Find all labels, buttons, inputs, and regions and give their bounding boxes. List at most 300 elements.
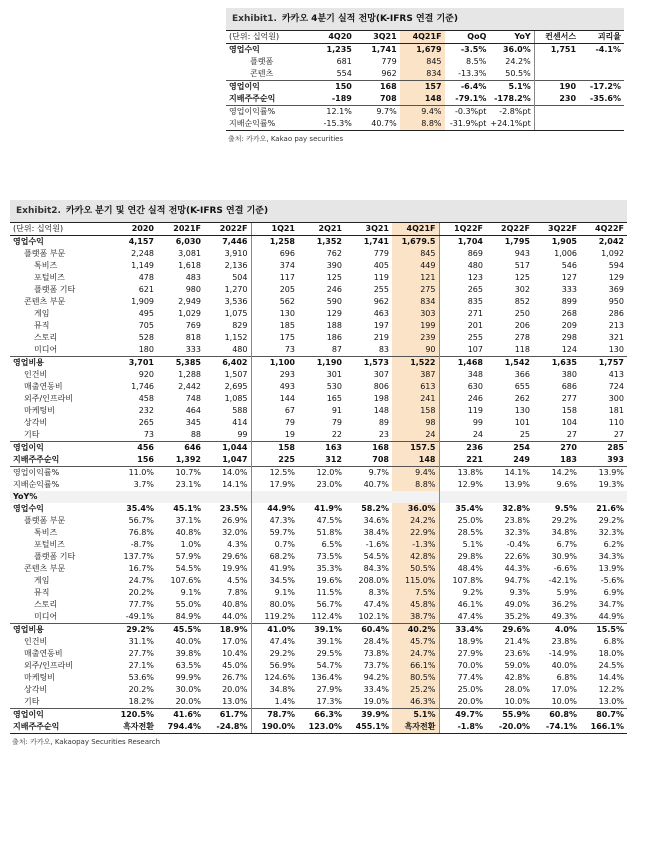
exhibit2-cell: 705	[138, 321, 154, 330]
exhibit2-cell: 4.3%	[227, 540, 248, 549]
exhibit2-cell: 34.8%	[251, 684, 298, 696]
exhibit2-cell: 18.2%	[128, 697, 154, 706]
exhibit2-cell: 20.0%	[222, 685, 248, 694]
exhibit2-cell: 17.0%	[222, 637, 248, 646]
exhibit2-cell: 3.7%	[133, 480, 154, 489]
exhibit2-row-label: 외주/인프라비	[24, 394, 74, 403]
exhibit2-cell: 29.2%	[598, 516, 624, 525]
exhibit2-table-row	[10, 575, 627, 587]
exhibit1-cell: 1,751	[534, 44, 579, 57]
exhibit2-table-row	[10, 672, 627, 684]
exhibit2-cell: 136.4%	[311, 673, 342, 682]
exhibit2-source: 출처: 카카오, Kakaopay Securities Research	[12, 738, 161, 746]
exhibit2-cell: 49.7%	[439, 709, 486, 722]
exhibit2-cell: 166.1%	[580, 721, 627, 734]
exhibit2-row-label: 지배주주순익	[13, 455, 60, 464]
exhibit2-cell: 76.8%	[128, 528, 154, 537]
exhibit2-row-label: 미디어	[34, 345, 58, 354]
exhibit2-cell: 456	[110, 442, 157, 455]
exhibit1-cell: 962	[381, 69, 397, 78]
exhibit2-cell	[439, 491, 486, 503]
exhibit2-cell: 4.0%	[533, 624, 580, 637]
exhibit2-row-label: 콘텐츠 부문	[24, 297, 66, 306]
exhibit2-table-row	[10, 503, 627, 515]
exhibit2-cell: 303	[392, 308, 439, 320]
exhibit2-cell: 458	[138, 394, 154, 403]
exhibit2-cell: 60.8%	[533, 709, 580, 722]
exhibit2-row-label: 상각비	[24, 418, 48, 427]
exhibit2-cell: 80.7%	[580, 709, 627, 722]
exhibit2-table-row	[10, 491, 627, 503]
exhibit2-cell: 241	[392, 393, 439, 405]
exhibit1	[226, 8, 624, 147]
exhibit2-table-row	[10, 648, 627, 660]
exhibit2-cell: 121	[392, 272, 439, 284]
exhibit2-row-label: 미디어	[34, 612, 58, 621]
exhibit2-cell: 25.0%	[439, 684, 486, 696]
exhibit2-table-row	[10, 696, 627, 709]
exhibit1-cell: 9.4%	[400, 106, 445, 119]
exhibit2-row-label: 영업비용	[10, 357, 110, 370]
exhibit2-cell: 1,795	[504, 237, 530, 246]
exhibit2-table-row	[10, 381, 627, 393]
exhibit2-cell: 943	[514, 249, 530, 258]
exhibit2-row-label: 외주/인프라비	[24, 661, 74, 670]
exhibit2-cell: 794.4%	[157, 721, 204, 734]
exhibit2-column-header: 1Q22F	[439, 223, 486, 236]
exhibit2-cell: 90	[392, 344, 439, 357]
exhibit2-cell: 144	[251, 393, 298, 405]
exhibit2-label: Exhibit2.	[16, 206, 61, 216]
exhibit2-cell: 78.7%	[251, 709, 298, 722]
exhibit2-row-label: 영업비용	[10, 624, 110, 637]
exhibit2-cell: 7.5%	[392, 587, 439, 599]
exhibit2-table-row	[10, 684, 627, 696]
exhibit2-table-row	[10, 308, 627, 320]
exhibit2-cell	[345, 491, 392, 503]
exhibit2-cell: 124	[561, 345, 577, 354]
exhibit2-cell: 277	[561, 394, 577, 403]
exhibit2-cell: 236	[439, 442, 486, 455]
exhibit1-cell: -13.3%	[458, 69, 487, 78]
exhibit2-row-label: 매출연동비	[24, 649, 63, 658]
exhibit2-cell: 246	[439, 393, 486, 405]
exhibit2-cell: 30.9%	[551, 552, 577, 561]
exhibit2-table-row	[10, 284, 627, 296]
exhibit2-cell: 24.2%	[392, 515, 439, 527]
exhibit2-cell: 41.6%	[157, 709, 204, 722]
exhibit2-cell: 9.7%	[345, 467, 392, 480]
exhibit2-cell: 27	[613, 430, 624, 439]
exhibit2-cell: 206	[514, 321, 530, 330]
exhibit2-cell: 73.7%	[363, 661, 389, 670]
exhibit1-title-bar	[226, 8, 624, 30]
exhibit2-cell: 10.4%	[222, 649, 248, 658]
exhibit2-cell: 6.8%	[556, 673, 577, 682]
exhibit2-cell: 24.5%	[598, 661, 624, 670]
exhibit2-cell: 20.2%	[128, 685, 154, 694]
exhibit2-cell: 6.8%	[603, 637, 624, 646]
exhibit2-cell: 119.2%	[251, 611, 298, 624]
exhibit1-column-header: 4Q21F	[400, 31, 445, 44]
exhibit2-cell: 44.9%	[251, 503, 298, 515]
exhibit2-title-bar	[10, 200, 627, 222]
exhibit2-cell: 38.4%	[363, 528, 389, 537]
exhibit2-cell: 54.7%	[316, 661, 342, 670]
exhibit2-cell	[298, 491, 345, 503]
exhibit2-cell: 0.7%	[251, 539, 298, 551]
exhibit2-cell: 463	[373, 309, 389, 318]
exhibit2-cell: 594	[608, 261, 624, 270]
exhibit1-cell: 9.7%	[355, 106, 400, 119]
exhibit2-cell: 829	[232, 321, 248, 330]
exhibit2-cell: 25	[519, 430, 530, 439]
exhibit2-cell: 1,149	[131, 261, 154, 270]
exhibit2-cell: 590	[326, 297, 342, 306]
exhibit2-cell: 197	[373, 321, 389, 330]
exhibit2-cell: 213	[608, 321, 624, 330]
exhibit1-cell: 845	[400, 56, 445, 68]
exhibit2-row-label: 영업이익	[10, 709, 110, 722]
exhibit2-cell: 158	[392, 405, 439, 417]
exhibit2-cell: 46.1%	[439, 599, 486, 611]
exhibit2-cell: 1,573	[345, 357, 392, 370]
exhibit2-cell: 464	[185, 406, 201, 415]
exhibit2-cell: 275	[392, 284, 439, 296]
exhibit2-table-row	[10, 721, 627, 734]
exhibit2-cell: 68.2%	[251, 551, 298, 563]
exhibit2-cell: 24.7%	[392, 648, 439, 660]
exhibit2-cell: 41.0%	[251, 624, 298, 637]
exhibit2-cell: 25.2%	[392, 684, 439, 696]
exhibit2-cell: 148	[373, 406, 389, 415]
exhibit2-cell: 23.0%	[316, 480, 342, 489]
exhibit2-cell: 130	[514, 406, 530, 415]
exhibit2-cell: 55.0%	[175, 600, 201, 609]
exhibit2-cell: 1,270	[224, 285, 248, 294]
exhibit2-column-header: 2Q22F	[486, 223, 533, 236]
exhibit2-cell: 1,909	[131, 297, 154, 306]
exhibit2-cell: 190.0%	[251, 721, 298, 734]
exhibit2-cell: 40.8%	[175, 528, 201, 537]
exhibit2-cell: 32.8%	[502, 504, 530, 513]
exhibit2-table-row	[10, 442, 627, 455]
exhibit2-column-header: 3Q21	[345, 223, 392, 236]
exhibit2-row-label: 뮤직	[34, 588, 50, 597]
exhibit2-cell: 73.8%	[363, 649, 389, 658]
exhibit2-cell: 148	[392, 454, 439, 467]
exhibit2-cell: 168	[345, 442, 392, 455]
exhibit2-cell: 3,910	[224, 249, 248, 258]
exhibit2-cell: 13.0%	[222, 697, 248, 706]
exhibit1-cell: 681	[336, 57, 352, 66]
exhibit2-row-label: YoY%	[10, 491, 110, 503]
exhibit2-cell: 6.7%	[556, 540, 577, 549]
exhibit1-source: 출처: 카카오, Kakao pay securities	[228, 135, 344, 143]
exhibit2-cell: 36.2%	[551, 600, 577, 609]
exhibit2-cell: 1,047	[222, 455, 248, 464]
exhibit2-cell: 112.4%	[311, 612, 342, 621]
exhibit2-cell: 4,157	[128, 237, 154, 246]
exhibit2-cell: 51.8%	[316, 528, 342, 537]
exhibit2-cell: -0.4%	[506, 540, 530, 549]
exhibit1-title: 카카오 4분기 실적 전망(K-IFRS 연결 기준)	[281, 14, 458, 24]
exhibit1-table	[226, 30, 624, 131]
exhibit2-cell: 1,635	[533, 357, 580, 370]
exhibit1-cell: -35.6%	[589, 94, 621, 103]
exhibit1-cell: 1,679	[400, 44, 445, 57]
exhibit2-cell: 59.0%	[504, 661, 530, 670]
exhibit2-title: 카카오 분기 및 연간 실적 전망(K-IFRS 연결 기준)	[65, 206, 269, 216]
exhibit2-cell: 27.7%	[128, 649, 154, 658]
exhibit2-row-label: 영업이익	[10, 442, 110, 455]
exhibit2-cell: -20.0%	[486, 721, 533, 734]
exhibit2-cell: 57.9%	[175, 552, 201, 561]
exhibit1-row-label: 영업이익	[226, 81, 310, 94]
exhibit2-cell: 17.0%	[551, 685, 577, 694]
exhibit2-cell: 19.9%	[222, 564, 248, 573]
exhibit1-column-header: 컨센서스	[534, 31, 579, 44]
exhibit2-cell: 79	[251, 417, 298, 429]
exhibit2-cell: 5.1%	[439, 539, 486, 551]
exhibit2-cell: 61.7%	[204, 709, 251, 722]
exhibit2-table-row	[10, 515, 627, 527]
exhibit2-cell: 흑자전환	[392, 721, 439, 734]
exhibit2-cell: 99	[439, 417, 486, 429]
exhibit1-cell: -2.8%pt	[489, 106, 534, 119]
exhibit2-cell: 26.7%	[222, 673, 248, 682]
exhibit2-cell: 10.0%	[551, 697, 577, 706]
exhibit2-cell: 6.9%	[603, 588, 624, 597]
exhibit2-cell: 390	[326, 261, 342, 270]
exhibit2-cell: 1,741	[363, 237, 389, 246]
exhibit2-cell: -49.1%	[125, 612, 154, 621]
exhibit2-cell: 219	[373, 333, 389, 342]
exhibit1-column-header: QoQ	[445, 31, 490, 44]
exhibit2-cell: 186	[326, 333, 342, 342]
exhibit2-cell: 301	[326, 370, 342, 379]
exhibit2-cell: 348	[439, 369, 486, 381]
exhibit2-table-row	[10, 405, 627, 417]
exhibit2-cell: 374	[251, 260, 298, 272]
exhibit2-cell: 175	[251, 332, 298, 344]
exhibit1-cell: 40.7%	[355, 118, 400, 131]
exhibit2-cell: 333	[185, 345, 201, 354]
exhibit2-cell: 12.2%	[598, 685, 624, 694]
exhibit2-cell: 1,905	[551, 237, 577, 246]
exhibit2-cell: 748	[185, 394, 201, 403]
exhibit2-cell: 28.5%	[439, 527, 486, 539]
exhibit2-cell: 950	[608, 297, 624, 306]
exhibit2-cell: 45.8%	[392, 599, 439, 611]
exhibit2-cell: 165	[326, 394, 342, 403]
exhibit2-cell: 249	[513, 455, 530, 464]
exhibit1-column-header: 4Q20	[310, 31, 355, 44]
exhibit2-cell: 10.0%	[504, 697, 530, 706]
exhibit2-cell: 79	[331, 418, 342, 427]
exhibit2-cell: 270	[533, 442, 580, 455]
exhibit2-cell: 80.0%	[251, 599, 298, 611]
exhibit2-cell: 1,352	[316, 237, 342, 246]
exhibit2-cell: 42.8%	[392, 551, 439, 563]
exhibit2-cell: 19.0%	[363, 697, 389, 706]
exhibit2-cell: 6.5%	[321, 540, 342, 549]
exhibit2-cell: 1,757	[580, 357, 627, 370]
exhibit2-cell: 53.6%	[128, 673, 154, 682]
exhibit2-cell: 414	[232, 418, 248, 427]
exhibit2-cell: 1,044	[204, 442, 251, 455]
exhibit2-cell: 6,402	[204, 357, 251, 370]
exhibit1-column-header: YoY	[489, 31, 534, 44]
exhibit2-cell: 107.6%	[170, 576, 201, 585]
exhibit2-cell: 250	[514, 309, 530, 318]
exhibit1-table-row	[226, 93, 624, 106]
exhibit2-cell: 39.1%	[316, 637, 342, 646]
exhibit2-table-row	[10, 599, 627, 611]
exhibit2-cell: 98	[392, 417, 439, 429]
exhibit2-cell: 9.2%	[439, 587, 486, 599]
exhibit1-cell: -3.5%	[460, 45, 487, 54]
exhibit2-cell: 39.1%	[298, 624, 345, 637]
exhibit2-cell: 38.7%	[392, 611, 439, 624]
exhibit2-cell: 11.5%	[316, 588, 342, 597]
exhibit2-cell: 517	[514, 261, 530, 270]
exhibit2-cell: 899	[561, 297, 577, 306]
exhibit1-cell: 779	[381, 57, 397, 66]
exhibit2-table-row	[10, 551, 627, 563]
exhibit2-cell: 12.0%	[298, 467, 345, 480]
exhibit2-cell: 23.8%	[551, 637, 577, 646]
exhibit2-cell: 58.2%	[361, 504, 389, 513]
exhibit2-cell: 156	[137, 455, 154, 464]
exhibit2-cell: 39.9%	[345, 709, 392, 722]
exhibit2-cell: 23.6%	[504, 649, 530, 658]
exhibit2-cell: 2,248	[131, 249, 154, 258]
exhibit2-cell: 44.3%	[504, 564, 530, 573]
exhibit2-cell: 1,075	[224, 309, 248, 318]
exhibit2-cell: 56.9%	[251, 660, 298, 672]
exhibit2-row-label: 플랫폼 부문	[24, 249, 66, 258]
exhibit2-table-row	[10, 624, 627, 637]
exhibit2-cell: -1.8%	[439, 721, 486, 734]
exhibit2-cell: 83	[378, 345, 389, 354]
exhibit2-cell: 19	[251, 429, 298, 442]
exhibit2-cell	[204, 491, 251, 503]
exhibit2-cell: 107.8%	[439, 575, 486, 587]
exhibit2-cell: 387	[392, 369, 439, 381]
exhibit2-table-row	[10, 429, 627, 442]
exhibit2-row-label: 뮤직	[34, 321, 50, 330]
exhibit2-cell: 130	[251, 308, 298, 320]
exhibit1-cell: -6.4%	[445, 81, 490, 94]
exhibit2-cell: 4.5%	[227, 576, 248, 585]
exhibit2-cell: 1,679.5	[392, 236, 439, 249]
exhibit2-cell: 29.2%	[251, 648, 298, 660]
exhibit2-row-label: 스토리	[34, 600, 58, 609]
exhibit1-cell: 1,235	[326, 45, 352, 54]
exhibit2-cell: 44.9%	[598, 612, 624, 621]
exhibit2-cell: 20.2%	[128, 588, 154, 597]
exhibit2-cell: 333	[561, 285, 577, 294]
exhibit2-cell: 32.3%	[598, 528, 624, 537]
exhibit2-cell: 9.6%	[556, 480, 577, 489]
exhibit2-cell: 47.3%	[251, 515, 298, 527]
exhibit2-cell: -1.3%	[392, 539, 439, 551]
exhibit2-cell: 40.8%	[222, 600, 248, 609]
exhibit2-cell: 480	[232, 345, 248, 354]
exhibit2-table-row	[10, 260, 627, 272]
exhibit2-cell: 20.0%	[439, 696, 486, 709]
exhibit2-cell: 흑자전환	[110, 721, 157, 734]
exhibit2-cell: 2,949	[178, 297, 201, 306]
exhibit1-cell	[534, 106, 579, 119]
exhibit2-cell: 9.3%	[509, 588, 530, 597]
exhibit2-cell: 137.7%	[123, 552, 154, 561]
exhibit2-cell: 119	[373, 273, 389, 282]
exhibit2-row-label: 지배순익률%	[13, 480, 60, 489]
exhibit2-cell: 208.0%	[358, 576, 389, 585]
exhibit2-cell: 2,136	[224, 261, 248, 270]
exhibit2-cell	[486, 491, 533, 503]
exhibit1-cell: +24.1%pt	[489, 118, 534, 131]
exhibit2-cell: 40.0%	[175, 637, 201, 646]
exhibit2-cell: 45.0%	[222, 661, 248, 670]
exhibit2-cell: 32.0%	[222, 528, 248, 537]
exhibit2-cell: 30.0%	[175, 685, 201, 694]
exhibit2-cell: 9.1%	[251, 587, 298, 599]
exhibit2-cell: 962	[373, 297, 389, 306]
exhibit1-cell	[579, 106, 624, 119]
exhibit2-cell: 45.5%	[157, 624, 204, 637]
exhibit1-cell: 150	[310, 81, 355, 94]
exhibit2-cell: 40.7%	[363, 480, 389, 489]
exhibit2-cell: 14.1%	[486, 467, 533, 480]
exhibit2-cell: 115.0%	[392, 575, 439, 587]
exhibit2-cell: 27.1%	[128, 661, 154, 670]
exhibit2-cell: -6.6%	[553, 564, 577, 573]
exhibit2-cell: 413	[608, 370, 624, 379]
exhibit2-cell: 285	[580, 442, 627, 455]
exhibit1-cell: 554	[336, 69, 352, 78]
exhibit2-cell: 73.5%	[316, 552, 342, 561]
exhibit2-table-row	[10, 357, 627, 370]
exhibit2-cell: 34.5%	[251, 575, 298, 587]
exhibit1-cell	[534, 118, 579, 131]
exhibit1-row-label: 콘텐츠	[250, 69, 274, 78]
exhibit2-cell: 1,288	[178, 370, 201, 379]
exhibit2-cell: 158	[561, 406, 577, 415]
exhibit2-cell: 255	[439, 332, 486, 344]
exhibit2-cell: 29.8%	[439, 551, 486, 563]
exhibit2-cell: 33.4%	[363, 685, 389, 694]
exhibit2-cell: 47.4%	[251, 636, 298, 648]
exhibit2-cell: 63.5%	[175, 661, 201, 670]
exhibit2-cell: 125	[514, 273, 530, 282]
exhibit2-cell: 47.5%	[316, 516, 342, 525]
exhibit2-cell: 94.2%	[363, 673, 389, 682]
exhibit2-cell: 9.4%	[392, 467, 439, 480]
exhibit2-cell: 24	[392, 429, 439, 442]
exhibit2-cell: 1,746	[131, 382, 154, 391]
exhibit2-table-row	[10, 563, 627, 575]
exhibit2-cell: 3,081	[178, 249, 201, 258]
exhibit2-cell: 708	[372, 455, 389, 464]
exhibit2-cell: 40.0%	[551, 661, 577, 670]
exhibit2-cell: 185	[251, 320, 298, 332]
exhibit2-cell: -42.1%	[548, 576, 577, 585]
exhibit2-cell: 1,542	[486, 357, 533, 370]
exhibit2-column-header: 2Q21	[298, 223, 345, 236]
